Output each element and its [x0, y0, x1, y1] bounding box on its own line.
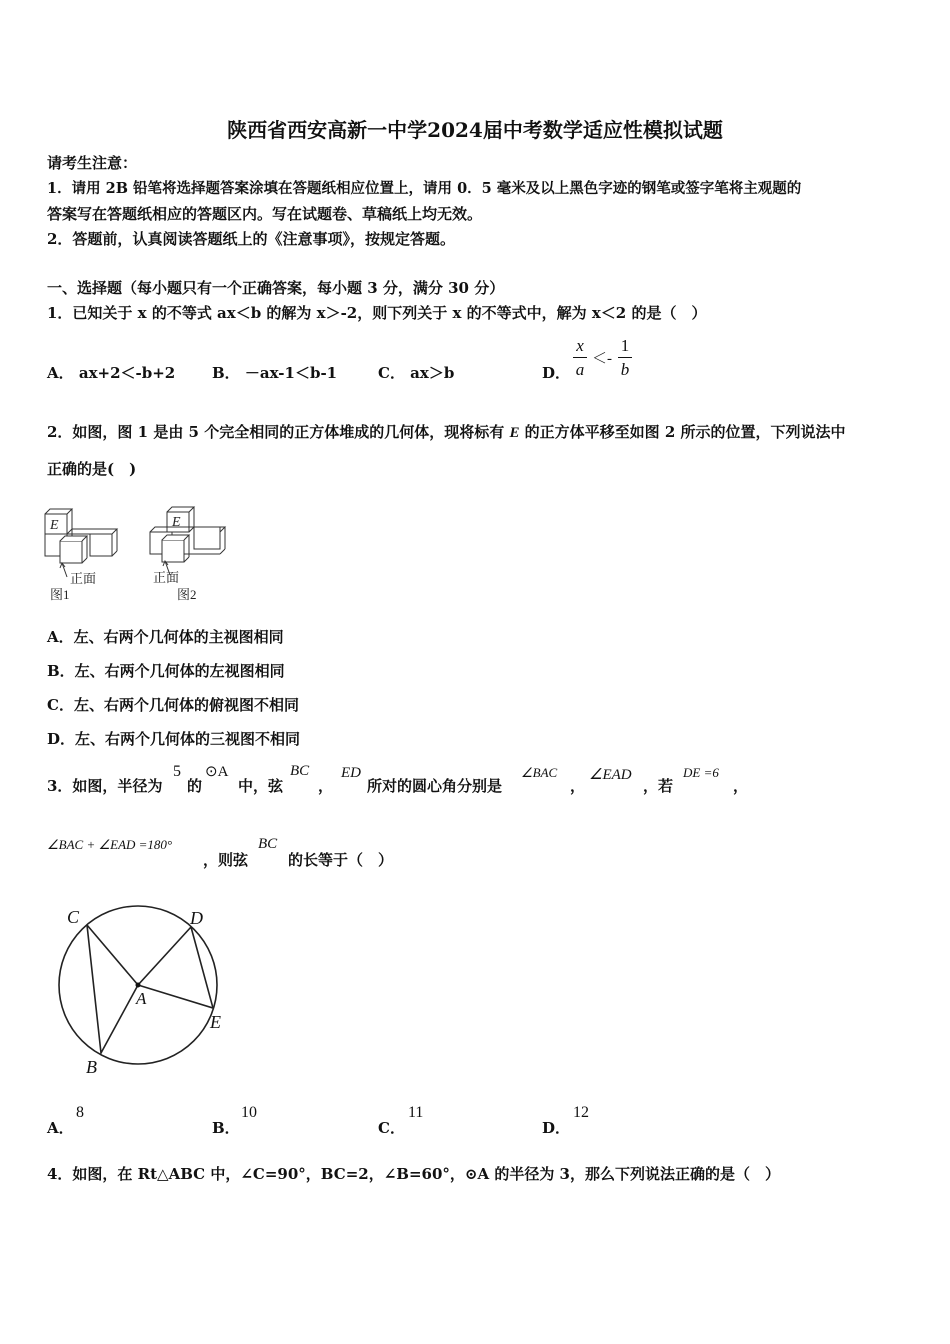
q3-option-b-value: 10 [241, 1104, 257, 1121]
q1-stem: 1．已知关于 x 的不等式 ax＜b 的解为 x＞-2，则下列关于 x 的不等式中，解为 x＜2 的是（ ） [47, 304, 707, 322]
q2-figure-1-caption: 图1 [50, 587, 70, 602]
q2-figure-1-front-label: 正面 [70, 571, 97, 586]
q1-d-denominator-a: a [575, 360, 585, 379]
q3-label-e: E [210, 1012, 221, 1032]
q3-figure [50, 898, 240, 1083]
q2-option-a: A．左、右两个几何体的主视图相同 [47, 628, 284, 646]
section-heading: 一、选择题（每小题只有一个正确答案，每小题 3 分，满分 30 分） [47, 279, 505, 297]
notice-line-1b: 答案写在答题纸相应的答题区内。写在试题卷、草稿纸上均无效。 [47, 205, 483, 223]
q3-radius: 5 [173, 763, 181, 780]
q3-label-c: C [67, 907, 80, 927]
q2-figure [40, 497, 232, 605]
q3-text-6: ，则弦 [203, 851, 249, 869]
q3-comma-2: ， [570, 777, 586, 795]
q3-triangle-bac [87, 925, 138, 1053]
q1-option-c: C． ax＞b [378, 364, 455, 382]
q3-option-a-value: 8 [76, 1104, 84, 1121]
q3-text-2: 的 [187, 777, 203, 795]
q3-text-7: 的长等于（ ） [288, 851, 394, 869]
q4-stem: 4．如图，在 Rt△ABC 中，∠C=90°，BC=2，∠B=60°，⊙A 的半径为 3，那么下列说法正确的是（ ） [47, 1165, 780, 1183]
q3-label-a: A [136, 989, 147, 1008]
q3-condition: ∠BAC + ∠EAD =180° [47, 837, 173, 852]
q3-chord-ed: ED [341, 765, 361, 781]
q3-text-3: 中，弦 [238, 777, 284, 795]
q2-option-d: D．左、右两个几何体的三视图不相同 [47, 730, 301, 748]
q3-option-c-value: 11 [408, 1104, 424, 1121]
q3-label-b: B [86, 1057, 97, 1077]
notice-line-2: 2．答题前，认真阅读答题纸上的《注意事项》，按规定答题。 [47, 230, 455, 248]
q2-option-b: B．左、右两个几何体的左视图相同 [47, 662, 285, 680]
q1-d-fraction-bar-1 [573, 357, 587, 358]
q3-text-5: ，若 [643, 777, 674, 795]
q2-option-c: C．左、右两个几何体的俯视图不相同 [47, 696, 299, 714]
q1-d-relation: ＜- [592, 351, 612, 367]
q1-d-denominator-b: b [620, 360, 630, 379]
q3-de-value: DE =6 [683, 765, 719, 780]
q2-figure-2-front-label: 正面 [153, 570, 180, 585]
q1-option-a: A． ax+2＜-b+2 [47, 364, 176, 382]
q2-figure-2-caption: 图2 [177, 587, 197, 602]
q2-stem-line-1: 2．如图，图 1 是由 5 个完全相同的正方体堆成的几何体，现将标有 E 的正方体平移至如图 2 所示的位置，下列说法中 [47, 423, 846, 441]
q3-text-1: 3．如图，半径为 [47, 777, 163, 795]
notice-heading: 请考生注意： [47, 154, 138, 172]
q1-option-b: B． －ax-1＜b-1 [212, 364, 338, 382]
q1-d-fraction-bar-2 [618, 357, 632, 358]
q3-chord-bc: BC [290, 763, 310, 779]
q1-option-d-label: D． [542, 364, 571, 382]
q3-option-b-label: B． [212, 1119, 240, 1137]
q3-angle-bac: ∠BAC [521, 765, 558, 780]
q3-option-d-label: D． [542, 1119, 571, 1137]
q3-angle-ead: ∠EAD [589, 767, 632, 783]
q3-label-d: D [190, 908, 203, 928]
notice-line-1a: 1．请用 2B 铅笔将选择题答案涂填在答题纸相应位置上，请用 0．5 毫米及以上黑色字迹的钢笔或签字笔将主观题的 [47, 180, 802, 197]
q2-stem-line-2: 正确的是( ) [47, 460, 137, 478]
page-title: 陕西省西安高新一中学2024届中考数学适应性模拟试题 [227, 118, 723, 142]
q3-chord-bc-2: BC [258, 836, 278, 852]
q3-text-4: 所对的圆心角分别是 [367, 777, 503, 795]
q3-option-a-label: A． [47, 1119, 74, 1137]
q2-figure-2-e-label: E [172, 515, 181, 530]
q3-center-point [136, 983, 141, 988]
q3-option-c-label: C． [378, 1119, 405, 1137]
q3-comma-1: ， [318, 777, 334, 795]
q3-option-d-value: 12 [573, 1104, 589, 1121]
q1-d-numerator-x: x [576, 336, 584, 355]
q3-comma-3: ， [733, 777, 749, 795]
q1-d-numerator-1: 1 [620, 336, 630, 355]
q2-figure-2-cubes [150, 507, 225, 575]
q3-circle-a: ⊙A [205, 764, 229, 780]
q2-figure-1-e-label: E [50, 518, 59, 533]
